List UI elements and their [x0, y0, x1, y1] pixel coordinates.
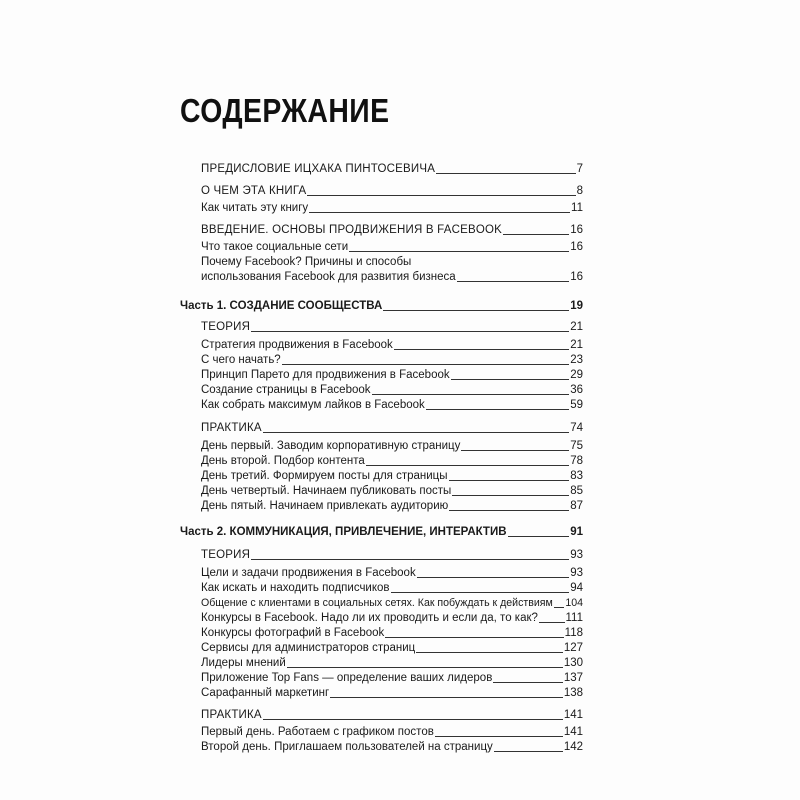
toc-page-number: 21 [570, 321, 583, 333]
toc-entry-label: Сарафанный маркетинг [201, 687, 330, 699]
dot-leader [451, 379, 570, 380]
toc-entry-label: Лидеры мнений [201, 657, 286, 669]
toc-section-practice-2 [201, 706, 583, 722]
toc-entry-label: Как искать и находить подписчиков [201, 582, 390, 594]
dot-leader [263, 432, 569, 433]
toc-entry [201, 609, 583, 625]
toc-entry-label: Конкурсы фотографий в Facebook [201, 627, 385, 639]
toc-page-number: 75 [570, 440, 583, 452]
toc-entry-label: Как читать эту книгу [201, 202, 309, 214]
toc-page-number: 85 [570, 485, 583, 497]
toc-entry-about-book [201, 182, 583, 198]
toc-entry-introduction [201, 221, 583, 237]
dot-leader [539, 622, 565, 623]
toc-entry-label: Цели и задачи продвижения в Facebook [201, 567, 416, 579]
toc-page-number: 83 [570, 470, 583, 482]
toc-entry-label: Сервисы для администраторов страниц [201, 642, 416, 654]
dot-leader [461, 450, 569, 451]
toc-entry-label: ВВЕДЕНИЕ. ОСНОВЫ ПРОДВИЖЕНИЯ В FACEBOOK [201, 224, 503, 236]
toc-entry [201, 482, 583, 498]
toc-entry-label: Принцип Парето для продвижения в Facebook [201, 369, 450, 381]
dot-leader [508, 536, 570, 537]
dot-leader [452, 495, 569, 496]
toc-entry-label: Что такое социальные сети [201, 241, 349, 253]
toc-page-number: 36 [570, 384, 583, 396]
toc-entry-how-to-read [201, 199, 583, 215]
toc-page-number: 141 [563, 709, 583, 721]
toc-page-number: 78 [570, 455, 583, 467]
dot-leader [383, 310, 569, 311]
dot-leader [372, 394, 570, 395]
dot-leader [282, 364, 570, 365]
toc-page-number: 16 [570, 271, 583, 283]
dot-leader [416, 652, 563, 653]
dot-leader [457, 281, 570, 282]
dot-leader [394, 349, 569, 350]
toc-entry [201, 396, 583, 412]
toc-entry-label: Часть 1. СОЗДАНИЕ СООБЩЕСТВА [180, 300, 383, 312]
dot-leader [263, 719, 563, 720]
toc-entry-label: Конкурсы в Facebook. Надо ли их проводить и если да, то как? [201, 612, 538, 624]
toc-page-number: 16 [570, 241, 583, 253]
toc-entry-label: Приложение Top Fans — определение ваших лидеров [201, 672, 493, 684]
toc-entry-label: День пятый. Начинаем привлекать аудиторию [201, 500, 449, 512]
toc-page-number: 7 [576, 163, 583, 175]
toc-entry [201, 654, 583, 670]
toc-entry-label: ТЕОРИЯ [201, 321, 251, 333]
dot-leader [287, 667, 563, 668]
dot-leader [385, 637, 563, 638]
toc-entry-why-facebook [201, 253, 583, 269]
toc-entry-label: использования Facebook для развития бизнеса [201, 271, 456, 283]
toc-entry [201, 366, 583, 382]
dot-leader [494, 751, 563, 752]
toc-entry [201, 467, 583, 483]
dot-leader [503, 234, 569, 235]
dot-leader [307, 195, 575, 196]
toc-entry [201, 684, 583, 700]
toc-entry-label: Стратегия продвижения в Facebook [201, 339, 393, 351]
dot-leader [493, 682, 563, 683]
toc-page-number: 23 [570, 354, 583, 366]
toc-entry [201, 624, 583, 640]
toc-entry [201, 336, 583, 352]
toc-page-number: 94 [570, 582, 583, 594]
toc-entry [201, 381, 583, 397]
toc-entry [201, 452, 583, 468]
dot-leader [251, 559, 569, 560]
toc-page-number: 127 [563, 642, 583, 654]
toc-entry [201, 564, 583, 580]
dot-leader [426, 409, 569, 410]
toc-page-number: 104 [565, 597, 583, 609]
toc-entry-label: С чего начать? [201, 354, 281, 366]
toc-entry-label: Первый день. Работаем с графиком постов [201, 726, 434, 738]
toc-page-number: 93 [570, 567, 583, 579]
toc-entry-label: Почему Facebook? Причины и способы [201, 256, 412, 268]
toc-entry [201, 594, 583, 610]
toc-page-number: 8 [576, 185, 583, 197]
toc-page-number: 130 [563, 657, 583, 669]
dot-leader [366, 465, 569, 466]
toc-entry [201, 351, 583, 367]
toc-entry [201, 723, 583, 739]
page-title: СОДЕРЖАНИЕ [180, 92, 390, 129]
toc-entry-label: ПРЕДИСЛОВИЕ ИЦХАКА ПИНТОСЕВИЧА [201, 163, 436, 175]
dot-leader [251, 331, 569, 332]
toc-section-theory-2 [201, 546, 583, 562]
toc-page-number: 21 [570, 339, 583, 351]
dot-leader [554, 607, 564, 608]
toc-page-number: 111 [565, 612, 583, 624]
toc-entry [201, 669, 583, 685]
toc-page-number: 142 [563, 741, 583, 753]
dot-leader [309, 212, 570, 213]
toc-page-number: 141 [563, 726, 583, 738]
toc-page-number: 59 [570, 399, 583, 411]
dot-leader [449, 480, 570, 481]
toc-entry-label: День второй. Подбор контента [201, 455, 365, 467]
toc-entry-why-facebook-cont [201, 268, 583, 284]
dot-leader [417, 577, 569, 578]
toc-page-number: 74 [570, 422, 583, 434]
toc-entry [201, 738, 583, 754]
toc-entry-social-networks [201, 238, 583, 254]
toc-section-practice-1 [201, 419, 583, 435]
dot-leader [449, 510, 569, 511]
toc-entry [201, 639, 583, 655]
dot-leader [330, 697, 563, 698]
toc-page-number: 19 [570, 300, 583, 312]
toc-page-number: 16 [570, 224, 583, 236]
toc-entry-label: Как собрать максимум лайков в Facebook [201, 399, 425, 411]
toc-page-number: 137 [563, 672, 583, 684]
toc-entry-label: О ЧЕМ ЭТА КНИГА [201, 185, 307, 197]
toc-page-number: 29 [570, 369, 583, 381]
toc-entry [201, 579, 583, 595]
toc-page-number: 138 [563, 687, 583, 699]
toc-entry-label: Часть 2. КОММУНИКАЦИЯ, ПРИВЛЕЧЕНИЕ, ИНТЕРАКТИВ [180, 526, 507, 538]
toc-entry-label: ТЕОРИЯ [201, 549, 251, 561]
toc-page-number: 118 [564, 627, 583, 639]
dot-leader [391, 592, 570, 593]
toc-page-number: 91 [570, 526, 583, 538]
toc-entry [201, 437, 583, 453]
toc-entry-label: Второй день. Приглашаем пользователей на страницу [201, 741, 493, 753]
dot-leader [435, 736, 563, 737]
toc-part-2 [180, 523, 583, 539]
toc-entry-foreword [201, 160, 583, 176]
toc-page-number: 93 [570, 549, 583, 561]
toc-page-number: 11 [571, 202, 583, 214]
dot-leader [349, 251, 569, 252]
toc-entry-label: День третий. Формируем посты для страницы [201, 470, 448, 482]
toc-section-theory-1 [201, 318, 583, 334]
toc-entry-label: День четвертый. Начинаем публиковать посты [201, 485, 452, 497]
toc-entry-label: ПРАКТИКА [201, 422, 262, 434]
toc-part-1 [180, 297, 583, 313]
dot-leader [436, 173, 576, 174]
toc-entry-label: День первый. Заводим корпоративную страницу [201, 440, 461, 452]
toc-entry-label: ПРАКТИКА [201, 709, 262, 721]
toc-page-number: 87 [570, 500, 583, 512]
toc-entry [201, 497, 583, 513]
toc-entry-label: Создание страницы в Facebook [201, 384, 371, 396]
toc-entry-label: Общение с клиентами в социальных сетях. Как побуждать к действиям [201, 597, 553, 609]
